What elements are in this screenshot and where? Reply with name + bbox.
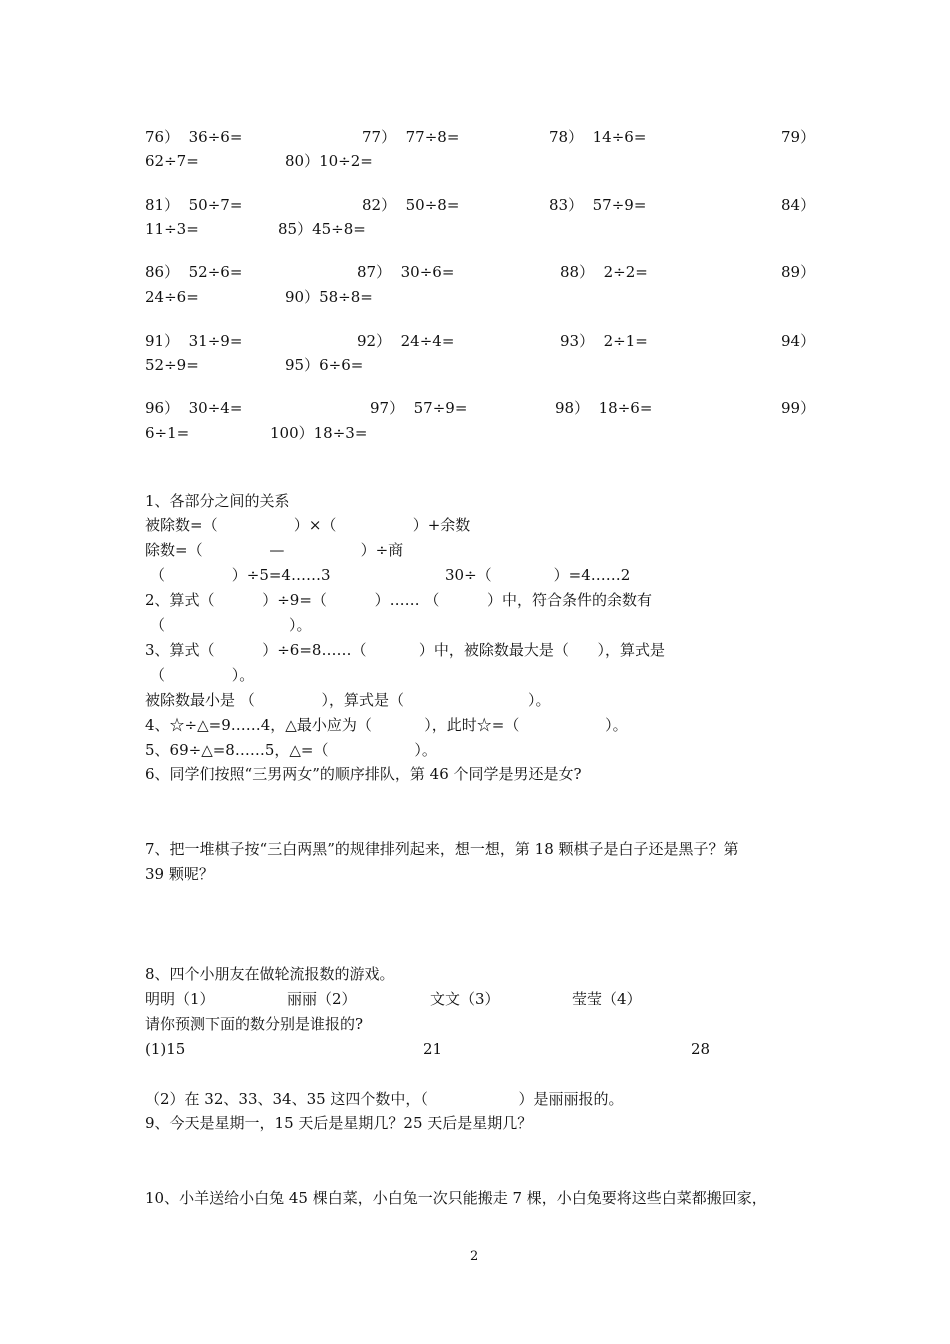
exercise-93: 93） 2÷1= (560, 332, 648, 350)
q8-num-1: (1)15 (145, 1040, 186, 1058)
q1-line-divisor: 除数=（ — ）÷商 (145, 541, 404, 559)
q1-line-dividend: 被除数=（ ）×（ ）+余数 (145, 516, 471, 534)
q1-blank-a: （ ）÷5=4……3 (150, 566, 331, 584)
exercise-89-label: 89） (781, 263, 816, 281)
exercise-80: 80）10÷2= (285, 152, 373, 170)
exercise-78: 78） 14÷6= (549, 128, 647, 146)
q3-line-3: 被除数最小是 （ ），算式是（ ）。 (145, 691, 551, 709)
q3-line-1: 3、算式（ ）÷6=8……（ ）中，被除数最大是（ ），算式是 (145, 641, 666, 659)
exercise-79-body: 62÷7= (145, 152, 199, 170)
exercise-79-label: 79） (781, 128, 816, 146)
q1-blank-b: 30÷（ ）=4……2 (445, 566, 631, 584)
exercise-91: 91） 31÷9= (145, 332, 243, 350)
q8-prompt: 请你预测下面的数分别是谁报的? (145, 1015, 364, 1033)
exercise-85: 85）45÷8= (278, 220, 366, 238)
q7-line-1: 7、把一堆棋子按“三白两黑”的规律排列起来，想一想，第 18 颗棋子是白子还是黑子？第 (145, 840, 739, 858)
exercise-90: 90）58÷8= (285, 288, 373, 306)
q6: 6、同学们按照“三男两女”的顺序排队，第 46 个同学是男还是女? (145, 765, 582, 783)
q8-name-1: 明明（1） (145, 990, 215, 1008)
exercise-92: 92） 24÷4= (357, 332, 455, 350)
q2-line-1: 2、算式（ ）÷9=（ ）…… （ ）中，符合条件的余数有 (145, 591, 653, 609)
exercise-99-label: 99） (781, 399, 816, 417)
exercise-87: 87） 30÷6= (357, 263, 455, 281)
q8-num-2: 21 (423, 1040, 443, 1058)
exercise-94-body: 52÷9= (145, 356, 199, 374)
q3-line-2: （ ）。 (150, 666, 255, 684)
q8-title: 8、四个小朋友在做轮流报数的游戏。 (145, 965, 395, 983)
q4: 4、☆÷△=9……4，△最小应为（ ），此时☆=（ ）。 (145, 716, 628, 734)
exercise-94-label: 94） (781, 332, 816, 350)
page-number: 2 (470, 1249, 479, 1264)
exercise-84-label: 84） (781, 196, 816, 214)
exercise-84-body: 11÷3= (145, 220, 199, 238)
q7-line-2: 39 颗呢？ (145, 865, 214, 883)
exercise-76: 76） 36÷6= (145, 128, 243, 146)
exercise-89-body: 24÷6= (145, 288, 199, 306)
q8-name-2: 丽丽（2） (287, 990, 357, 1008)
exercise-77: 77） 77÷8= (362, 128, 460, 146)
q8-num-3: 28 (691, 1040, 711, 1058)
exercise-100: 100）18÷3= (270, 424, 368, 442)
exercise-96: 96） 30÷4= (145, 399, 243, 417)
exercise-83: 83） 57÷9= (549, 196, 647, 214)
q8-name-4: 莹莹（4） (572, 990, 642, 1008)
q5: 5、69÷△=8……5，△=（ ）。 (145, 741, 437, 759)
exercise-88: 88） 2÷2= (560, 263, 648, 281)
q8-name-3: 文文（3） (430, 990, 500, 1008)
exercise-98: 98） 18÷6= (555, 399, 653, 417)
exercise-99-body: 6÷1= (145, 424, 190, 442)
q8-sub-2: （2）在 32、33、34、35 这四个数中，（ ）是丽丽报的。 (145, 1090, 624, 1108)
exercise-86: 86） 52÷6= (145, 263, 243, 281)
q1-title: 1、各部分之间的关系 (145, 492, 290, 510)
exercise-81: 81） 50÷7= (145, 196, 243, 214)
exercise-82: 82） 50÷8= (362, 196, 460, 214)
q10: 10、小羊送给小白兔 45 棵白菜，小白兔一次只能搬走 7 棵，小白兔要将这些白菜都搬回家， (145, 1189, 767, 1207)
q2-line-2: （ ）。 (150, 616, 312, 634)
q9: 9、今天是星期一，15 天后是星期几？25 天后是星期几？ (145, 1114, 533, 1132)
exercise-95: 95）6÷6= (285, 356, 364, 374)
exercise-97: 97） 57÷9= (370, 399, 468, 417)
